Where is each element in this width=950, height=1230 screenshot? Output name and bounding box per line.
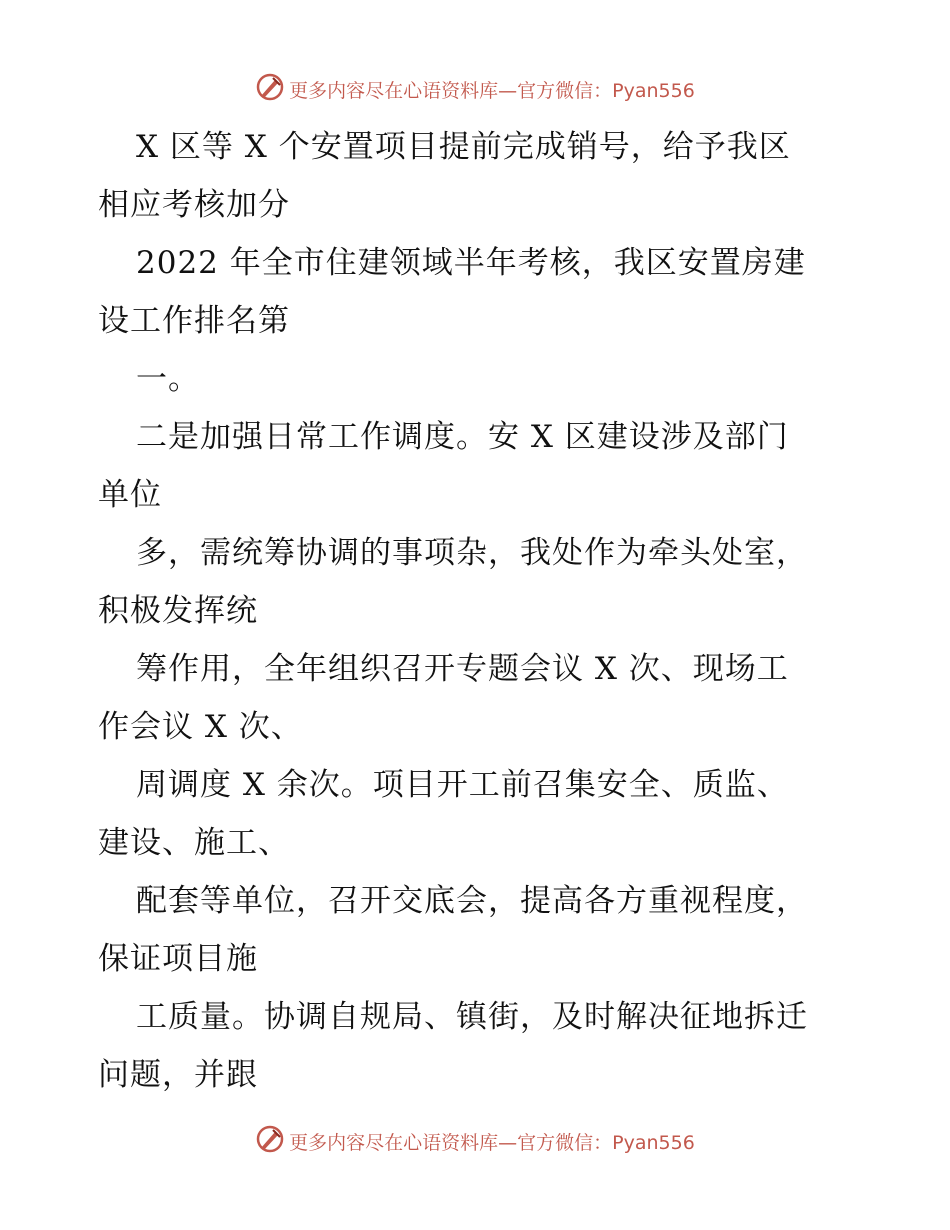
paragraph-line: 多，需统筹协调的事项杂，我处作为牵头处室， — [136, 535, 808, 571]
paragraph — [98, 408, 858, 524]
footer-watermark — [0, 1124, 950, 1159]
paragraph-line: 工质量。协调自规局、镇街，及时解决征地拆迁 — [136, 999, 808, 1035]
document-body — [98, 118, 858, 1104]
watermark-text: 更多内容尽在心语资料库—官方微信：Pyan556 — [289, 1132, 695, 1154]
paragraph-line: 设工作排名第 — [98, 303, 290, 339]
paragraph — [98, 524, 858, 640]
quill-pen-logo-icon — [255, 72, 285, 107]
paragraph — [98, 350, 858, 408]
quill-pen-logo-icon — [255, 1124, 285, 1159]
paragraph-line: 一。 — [136, 361, 200, 397]
paragraph — [98, 872, 858, 988]
paragraph-line: 问题，并跟 — [98, 1057, 258, 1093]
paragraph-line: 相应考核加分 — [98, 187, 290, 223]
paragraph — [98, 756, 858, 872]
paragraph-line: 保证项目施 — [98, 941, 258, 977]
paragraph-line: 二是加强日常工作调度。安 X 区建设涉及部门 — [136, 419, 789, 455]
paragraph-line: X 区等 X 个安置项目提前完成销号，给予我区 — [136, 129, 791, 165]
paragraph — [98, 640, 858, 756]
paragraph-line: 积极发挥统 — [98, 593, 258, 629]
watermark-text: 更多内容尽在心语资料库—官方微信：Pyan556 — [289, 80, 695, 102]
paragraph-line: 2022 年全市住建领域半年考核，我区安置房建 — [136, 245, 806, 281]
paragraph — [98, 118, 858, 234]
paragraph — [98, 234, 858, 350]
paragraph-line: 配套等单位，召开交底会，提高各方重视程度， — [136, 883, 808, 919]
paragraph — [98, 988, 858, 1104]
paragraph-line: 单位 — [98, 477, 162, 513]
paragraph-line: 作会议 X 次、 — [98, 709, 303, 745]
paragraph-line: 筹作用，全年组织召开专题会议 X 次、现场工 — [136, 651, 789, 687]
header-watermark — [0, 72, 950, 107]
paragraph-line: 周调度 X 余次。项目开工前召集安全、质监、 — [136, 767, 789, 803]
paragraph-line: 建设、施工、 — [98, 825, 290, 861]
